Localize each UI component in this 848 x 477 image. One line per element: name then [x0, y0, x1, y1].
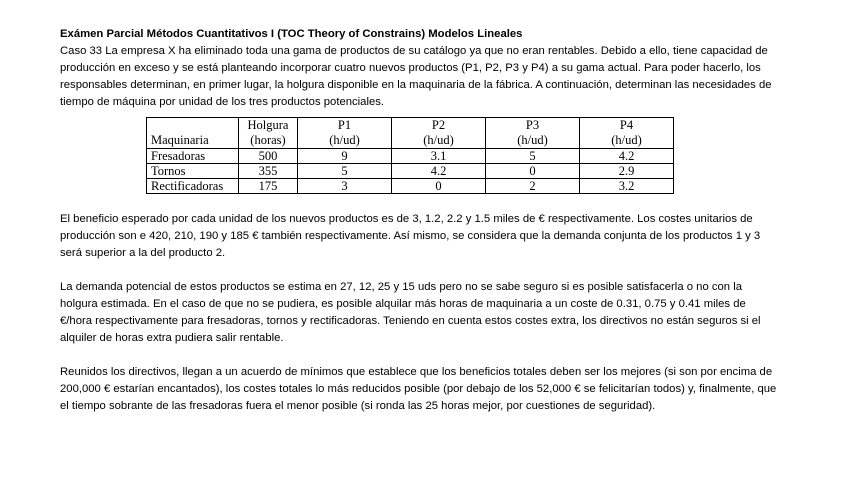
header-p2 — [392, 118, 486, 149]
header-unit-label: (h/ud) — [611, 133, 642, 147]
header-top-label: Holgura — [247, 118, 289, 132]
machine-time-table — [146, 117, 674, 194]
demand-paragraph: La demanda potencial de estos productos se estima en 27, 12, 25 y 15 uds pero no se sabe seguro si es posible satisfacerla o no con la holgura estimada. En el caso de que no se pudiera, es posible alquilar más horas de maquinaria a un coste de 0.31, 0.75 y 0.41 miles de €/hora respectivamente para fresadoras, tornos y rectificadoras. Teniendo en cuenta estos costes extra, los directivos no están seguros si el alquiler de horas extra pudiera salir rentable. — [60, 281, 761, 344]
table-row — [147, 149, 674, 164]
table-cell: 3 — [298, 179, 392, 194]
table-cell: 3.1 — [392, 149, 486, 164]
row-label: Tornos — [147, 164, 239, 179]
table-cell: 500 — [239, 149, 298, 164]
header-p1 — [298, 118, 392, 149]
table-cell: 5 — [486, 149, 580, 164]
table-cell: 355 — [239, 164, 298, 179]
meeting-paragraph: Reunidos los directivos, llegan a un acuerdo de mínimos que establece que los beneficios totales deben ser los mejores (si son por encima de 200,000 € estarían encantados), los costes totales lo más reducidos posible (por debajo de los 52,000 € se felicitarían todos) y, finalmente, que el tiempo sobrante de las fresadoras fuera el menor posible (si ronda las 25 horas mejor, por cuestiones de seguridad). — [60, 366, 777, 412]
header-unit-label: (h/ud) — [517, 133, 548, 147]
header-top-label: P2 — [431, 118, 446, 132]
table-cell: 0 — [392, 179, 486, 194]
header-top-label: P1 — [337, 118, 352, 132]
table-cell: 0 — [486, 164, 580, 179]
table-cell: 9 — [298, 149, 392, 164]
document-title: Exámen Parcial Métodos Cuantitativos I (TOC Theory of Constrains) Modelos Lineales — [60, 28, 523, 40]
table-row — [147, 179, 674, 194]
table-cell: 4.2 — [580, 149, 674, 164]
table-cell: 5 — [298, 164, 392, 179]
table-cell: 2 — [486, 179, 580, 194]
intro-paragraph: Caso 33 La empresa X ha eliminado toda una gama de productos de su catálogo ya que no eran rentables. Debido a ello, tiene capacidad de producción en exceso y se está planteando incorporar cuatro nuevos productos (P1, P2, P3 y P4) a su gama actual. Para poder hacerlo, los responsables determinan, en primer lugar, la holgura disponible en la maquinaria de la fábrica. A continuación, determinan las necesidades de tiempo de máquina por unidad de los tres productos potenciales. — [60, 45, 772, 108]
header-holgura — [239, 118, 298, 149]
table-cell: 3.2 — [580, 179, 674, 194]
header-p4 — [580, 118, 674, 149]
table-row — [147, 164, 674, 179]
header-p3 — [486, 118, 580, 149]
table-corner-header: Maquinaria — [147, 118, 239, 149]
benefit-paragraph: El beneficio esperado por cada unidad de los nuevos productos es de 3, 1.2, 2.2 y 1.5 miles de € respectivamente. Los costes unitarios de producción son e 420, 210, 190 y 185 € también respectivamente. Así mismo, se considera que la demanda conjunta de los productos 1 y 3 será superior a la del producto 2. — [60, 213, 761, 259]
header-top-label: P3 — [525, 118, 540, 132]
table-cell: 175 — [239, 179, 298, 194]
header-unit-label: (h/ud) — [329, 133, 360, 147]
table-cell: 2.9 — [580, 164, 674, 179]
header-unit-label: (h/ud) — [423, 133, 454, 147]
header-top-label: P4 — [619, 118, 634, 132]
row-label: Rectificadoras — [147, 179, 239, 194]
header-unit-label: (horas) — [250, 133, 286, 147]
table-cell: 4.2 — [392, 164, 486, 179]
row-label: Fresadoras — [147, 149, 239, 164]
table-header-row — [147, 118, 674, 149]
